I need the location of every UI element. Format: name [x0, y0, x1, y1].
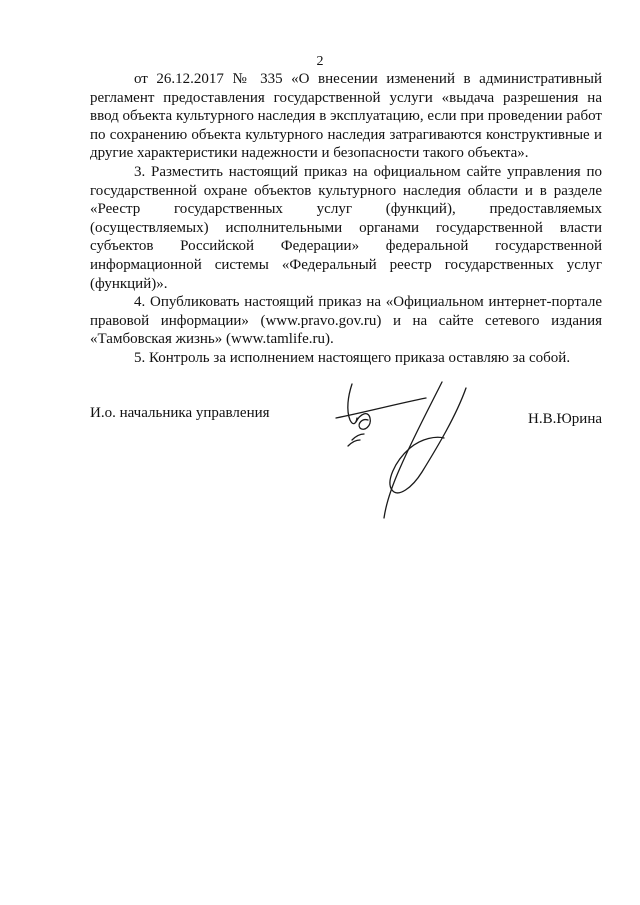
signatory-position: И.о. начальника управления	[90, 405, 270, 421]
paragraph-item-3: 3. Разместить настоящий приказ на официальном сайте управления по государственной охране объектов культурного наследия области и в разделе «Реестр государственных услуг (функций), предоставляемых (осуществляемых) исполнительными органами государственной власти субъектов Российской Федерации» федеральной государственной информационной системы «Федеральный реестр государственных услуг (функций)».	[90, 163, 602, 292]
signatory-name: Н.В.Юрина	[528, 411, 602, 427]
paragraph-item-5: 5. Контроль за исполнением настоящего приказа оставляю за собой.	[134, 349, 571, 366]
paragraph-continuation: от 26.12.2017 № 335 «О внесении изменений в административный регламент предоставления государственной услуги «выдача разрешения на ввод объекта культурного наследия в эксплуатацию, если при проведении работ по сохранению объекта культурного наследия затрагиваются конструктивные и другие характеристики надежности и безопасности такого объекта».	[90, 71, 602, 162]
document-body	[90, 70, 602, 368]
page-number: 2	[316, 54, 324, 69]
handwritten-signature	[326, 376, 486, 526]
paragraph-item-4: 4. Опубликовать настоящий приказ на «Официальном интернет-портале правовой информации» (www.pravo.gov.ru) и на сайте сетевого издания «Тамбовская жизнь» (www.tamlife.ru).	[90, 294, 602, 348]
signature-block	[90, 404, 602, 514]
